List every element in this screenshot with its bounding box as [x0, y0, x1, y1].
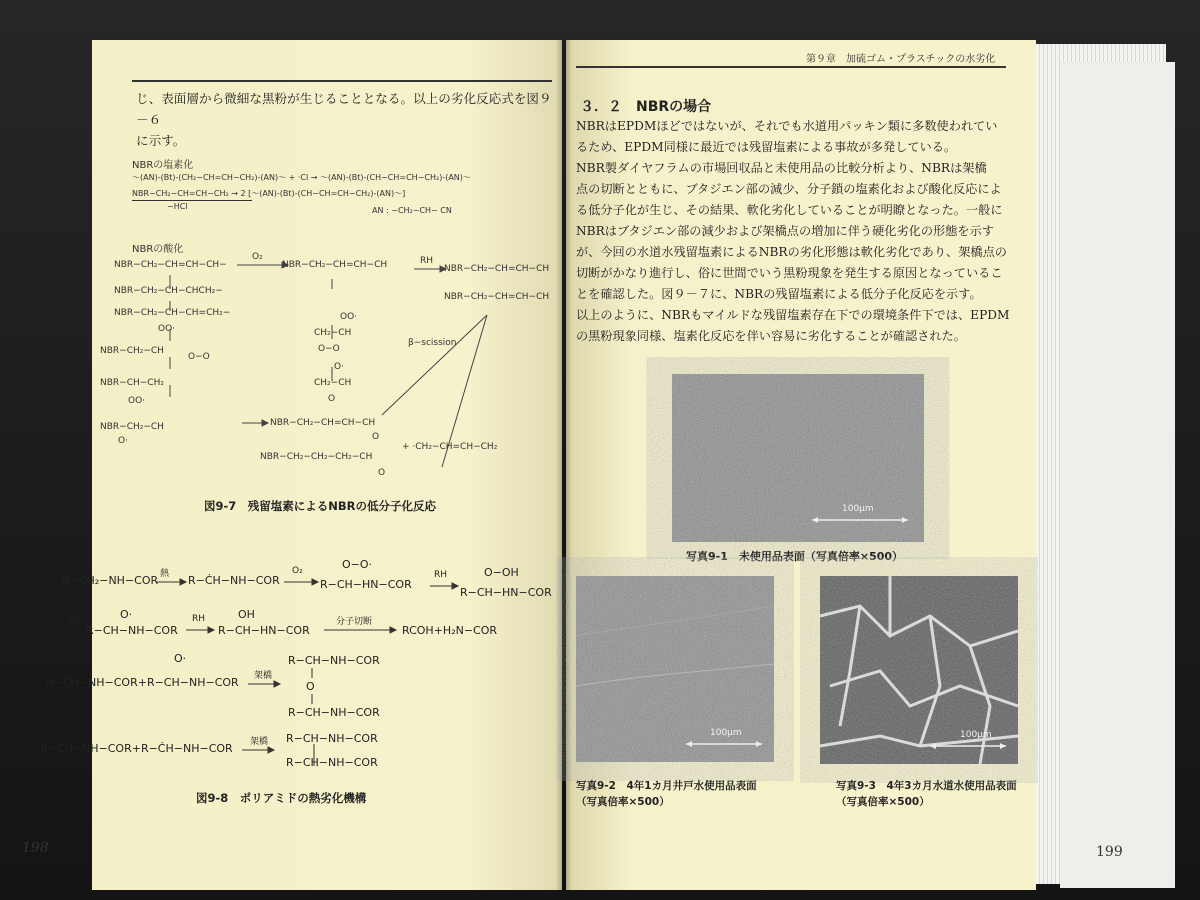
- pa-peroxy: R−CH−HN−COR: [320, 578, 412, 591]
- chem-fragment: O·: [118, 436, 128, 446]
- chem-fragment: NBR−CH−CH₂: [100, 378, 164, 388]
- pa-radical-pair: R−ĊH−NH−COR+R−ĊH−NH−COR: [40, 742, 233, 755]
- chem-fragment: NBR−CH₂−CH=CH−CH: [444, 292, 550, 302]
- intro-text: [136, 88, 556, 151]
- chem-fragment: CH₂−CH: [314, 378, 352, 388]
- body-line: 切断がかなり進行し、俗に世間でいう黒粉現象を発生する原因となっているこ: [576, 266, 1003, 280]
- body-line: 点の切断とともに、ブタジエン部の減少、分子鎖の塩素化および酸化反応によ: [576, 182, 1002, 196]
- chem-fragment: CH₂−CH: [314, 328, 352, 338]
- pa-arrow-label: 熱: [160, 569, 170, 579]
- pa-hydroxy: R−CH−HN−COR: [218, 624, 310, 637]
- photo-caption-9-2-line2: （写真倍率×500）: [576, 796, 670, 808]
- page-number-right: 199: [1096, 844, 1123, 860]
- rh-label: RH: [420, 256, 434, 266]
- photo-caption-9-3-line2: （写真倍率×500）: [836, 796, 930, 808]
- pa-radical: R−ĊH−NH−COR: [188, 574, 280, 587]
- body-line: NBR製ダイヤフラムの市場回収品と未使用品の比較分析より、NBRは架橋: [576, 161, 987, 175]
- pa-arrow-label: 架橋: [250, 737, 269, 747]
- pa-arrow-label: RH: [192, 614, 206, 624]
- pa-hydroperoxide-group: O−OH: [484, 566, 519, 579]
- oxidation-label: NBRの酸化: [132, 244, 184, 255]
- header-rule: [576, 66, 1006, 68]
- chlorination-eq-4: AN : −CH₂−CH− CN: [372, 206, 452, 215]
- chlorination-label: NBRの塩素化: [132, 160, 194, 171]
- pa-arrow-label: RH: [434, 570, 448, 580]
- chem-fragment: O−O: [318, 344, 340, 354]
- pa-peroxy-group: O−O·: [342, 558, 373, 571]
- chem-fragment: NBR−CH₂−CH: [100, 346, 164, 356]
- chem-fragment: NBR−CH₂−CH=CH−CH: [444, 264, 550, 274]
- body-line: NBRはブタジエン部の減少および架橋点の増加に伴う硬化劣化の形態を示す: [576, 224, 994, 238]
- chem-fragment: O·: [334, 362, 344, 372]
- page-number-left: 198: [22, 840, 49, 856]
- photo-caption-9-1: 写真9-1 未使用品表面（写真倍率×500）: [686, 550, 904, 563]
- pa-crosslink-bottom: R−CH−NH−COR: [288, 706, 380, 719]
- chem-fragment: O: [378, 468, 386, 478]
- pa-crosslink-bridge: O: [306, 680, 315, 693]
- photo-caption-9-3-line1: 写真9-3 4年3カ月水道水使用品表面: [836, 780, 1017, 792]
- chem-fragment: O−O: [188, 352, 210, 362]
- pa-scission-product: RCOH+H₂N−COR: [402, 624, 498, 637]
- pa-crosslink-bottom: R−CH−NH−COR: [286, 756, 378, 769]
- body-line: る低分子化が生じ、その結果、軟化劣化していることが明瞭となった。一般に: [576, 203, 1003, 217]
- running-header: 第９章 加硫ゴム・プラスチックの水劣化: [806, 54, 996, 65]
- chem-fragment: O: [328, 394, 336, 404]
- pa-oxy-group: O·: [120, 608, 133, 621]
- chem-fragment: NBR−CH₂−CH=CH−CH: [270, 418, 376, 428]
- pa-alkoxy: R−CH−NH−COR: [86, 624, 178, 637]
- pa-hydroperoxide: R−CH−HN−COR: [460, 586, 552, 599]
- chem-fragment: OO·: [340, 312, 358, 322]
- book-gutter-shadow: [556, 40, 572, 890]
- pa-arrow-label: 架橋: [254, 671, 273, 681]
- body-line: るため、EPDM同様に最近では残留塩素による事故が多発している。: [576, 140, 957, 154]
- body-line: が、今回の水道水残留塩素によるNBRの劣化形態は軟化劣化であり、架橋点の: [576, 245, 1007, 259]
- chem-fragment: NBR−CH₂−CH: [100, 422, 164, 432]
- section-title: ３．２ NBRの場合: [580, 99, 712, 115]
- sem-photo-well-water: [576, 576, 774, 762]
- o2-label: O₂: [252, 252, 263, 262]
- figure-caption-9-8: 図9-8 ポリアミドの熱劣化機構: [196, 791, 367, 805]
- chem-fragment: + ·CH₂−CH=CH−CH₂: [402, 442, 498, 452]
- chem-fragment: NBR−CH₂−CH₂−CH₂−CH: [260, 452, 373, 462]
- right-body-text: [576, 116, 1026, 347]
- chlorination-eq-1: 〜(AN)-(Bt)-(CH₂−CH=CH−CH₂)-(AN)〜 + ·Cl → 〜(AN)-(Bt)-(CH−CH=CH−CH₂)-(AN)〜: [132, 173, 471, 182]
- left-page: [22, 40, 562, 890]
- beta-scission-label: β−scission: [408, 338, 457, 348]
- chem-fragment: NBR−CH₂−CH−CH=CH₂−: [114, 308, 231, 318]
- chem-fragment: O: [372, 432, 380, 442]
- pa-oxy-group: O·: [174, 652, 187, 665]
- sem-photo-unused: [672, 374, 924, 542]
- body-line: の黒粉現象同様、塩素化反応を伴い容易に劣化することが確認された。: [576, 329, 966, 343]
- pa-reactant: R−CH₂−NH−COR: [62, 574, 159, 587]
- pa-arrow-label: O₂: [292, 566, 303, 576]
- chem-fragment: NBR−CH₂−CH−CHCH₂−: [114, 286, 223, 296]
- body-line: NBRはEPDMほどではないが、それでも水道用パッキン類に多数使われてい: [576, 119, 998, 133]
- chem-fragment: OO·: [158, 324, 176, 334]
- sem-photo-tap-water: [820, 576, 1018, 764]
- body-line: とを確認した。図９－７に、NBRの残留塩素による低分子化反応を示す。: [576, 287, 982, 301]
- scale-bar-label: 100μm: [842, 504, 874, 514]
- photo-caption-9-2-line1: 写真9-2 4年1カ月井戸水使用品表面: [576, 780, 757, 792]
- body-line: 以上のように、NBRもマイルドな残留塩素存在下での環境条件下では、EPDM: [576, 308, 1010, 322]
- chlorination-eq-3: −HCl: [167, 202, 188, 211]
- chem-fragment: NBR−CH₂−CH=CH−CH−: [114, 260, 227, 270]
- chem-fragment: NBR−CH₂−CH=CH−CH: [282, 260, 388, 270]
- scale-bar-label: 100μm: [710, 728, 742, 738]
- scale-bar-label: 100μm: [960, 730, 992, 740]
- reaction-bar: [132, 200, 252, 201]
- pa-arrow-label: 開裂: [68, 615, 87, 625]
- page-stack-back: [1060, 62, 1175, 888]
- pa-crosslink-top: R−CH−NH−COR: [286, 732, 378, 745]
- pa-hydroxy-group: OH: [238, 608, 255, 621]
- right-page: [566, 40, 1123, 890]
- chem-fragment: OO·: [128, 396, 146, 406]
- chlorination-eq-2: NBR−CH₂−CH=CH−CH₂ → 2 [〜(AN)-(Bt)-(CH−CH=CH−CH₂)-(AN)〜]: [132, 189, 406, 198]
- figure-caption-9-7: 図9-7 残留塩素によるNBRの低分子化反応: [204, 499, 437, 513]
- pa-crosslink-top: R−CH−NH−COR: [288, 654, 380, 667]
- intro-line: に示す。: [136, 133, 186, 148]
- pa-arrow-label: 分子切断: [336, 617, 373, 627]
- header-rule: [132, 80, 552, 82]
- pa-radical-pair: R−ĊH−NH−COR+R−CH−NH−COR: [46, 676, 239, 689]
- intro-line: じ、表面層から微細な黒粉が生じることとなる。以上の劣化反応式を図９－６: [136, 91, 552, 127]
